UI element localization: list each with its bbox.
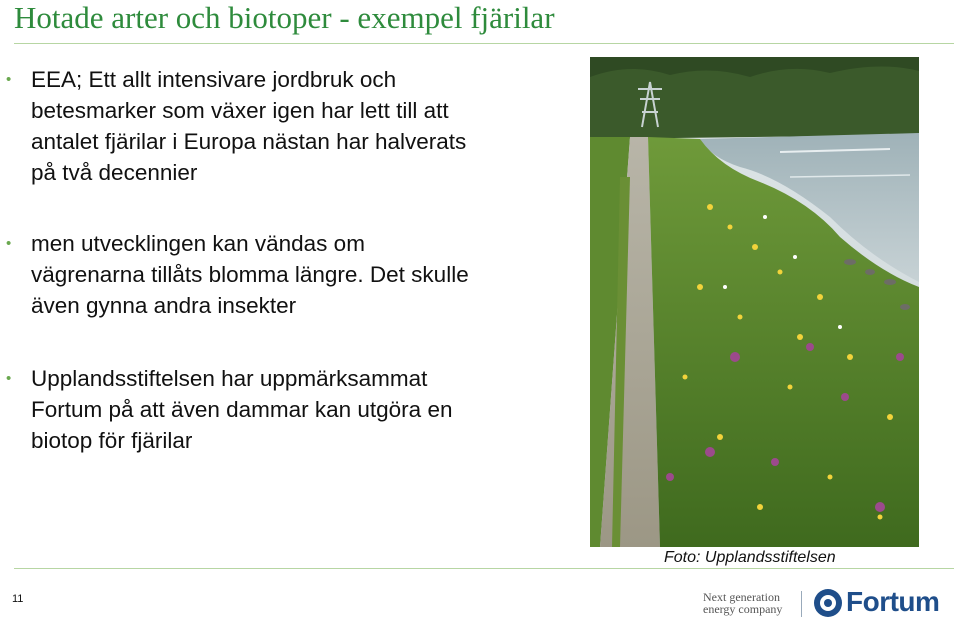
slide-title: Hotade arter och biotoper - exempel fjärilar [14, 0, 555, 35]
bullet-item: • Upplandsstiftelsen har uppmärksammat Fortum på att även dammar kan utgöra en biotop för fjärilar [0, 363, 470, 456]
bullet-item: • men utvecklingen kan vändas om vägrenarna tillåts blomma längre. Det skulle även gynna andra insekter [0, 228, 470, 321]
logo-divider [801, 591, 802, 617]
footer-divider [14, 568, 954, 569]
page-number: 11 [12, 593, 24, 605]
tagline-line: energy company [703, 602, 783, 616]
tagline-line: Next generation [703, 590, 780, 604]
title-divider [14, 43, 954, 44]
logo-text: Fortum [846, 586, 940, 617]
bullet-list [0, 64, 470, 496]
photo-caption: Foto: Upplandsstiftelsen [664, 549, 836, 566]
tagline [703, 591, 793, 615]
roadside-flowers-photo [590, 57, 919, 547]
fortum-logo [812, 585, 958, 621]
fortum-logo-icon [812, 587, 844, 619]
bullet-item: • EEA; Ett allt intensivare jordbruk och betesmarker som växer igen har lett till att antalet fjärilar i Europa nästan har halverats på två decennier [0, 64, 470, 188]
